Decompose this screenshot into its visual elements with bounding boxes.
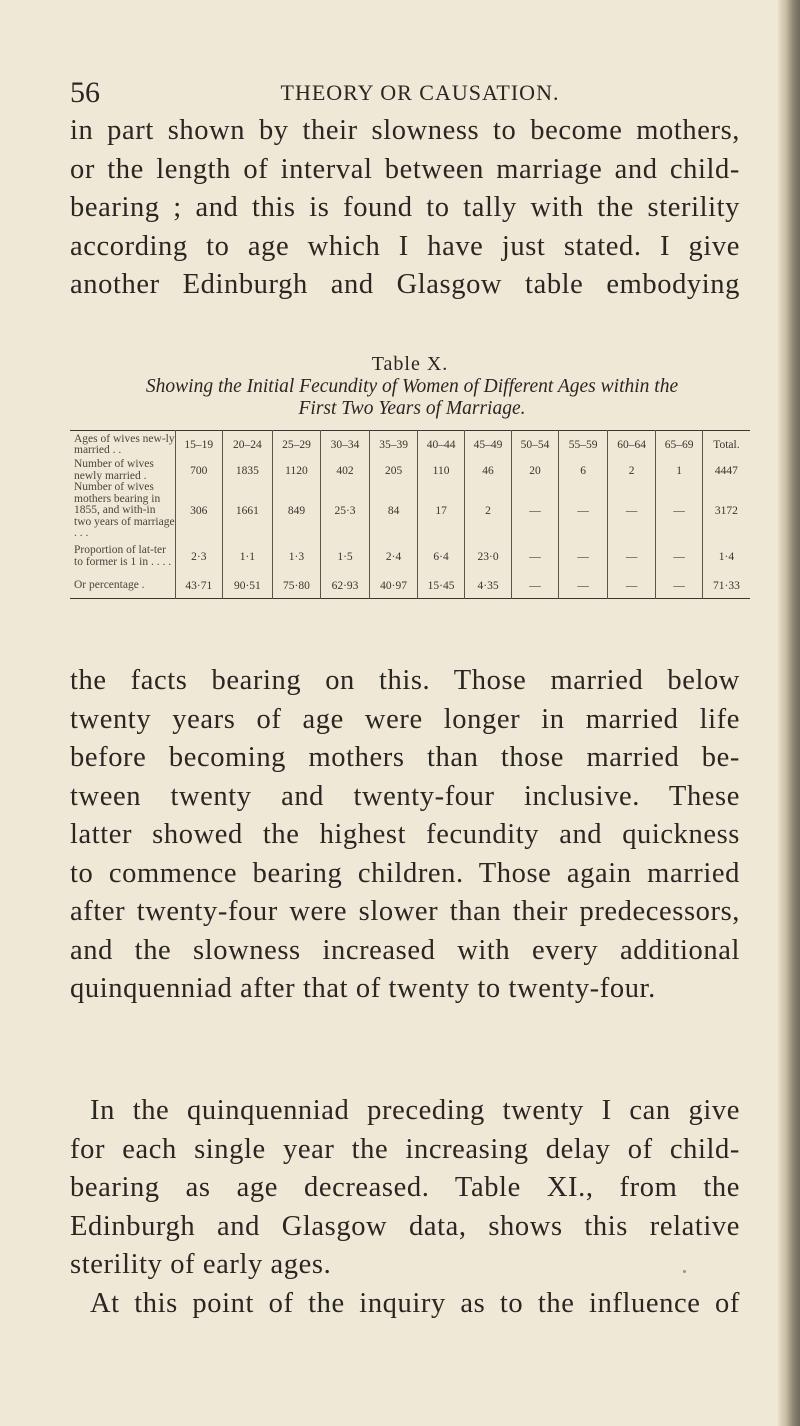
table-cell: 1661 xyxy=(222,482,273,540)
table-cell: 25·3 xyxy=(320,482,370,540)
table-cell: 17 xyxy=(417,482,465,540)
table-cell: 4447 xyxy=(702,459,750,482)
table-row xyxy=(70,459,750,482)
header-cell: 55–59 xyxy=(559,431,608,460)
header-cell: 25–29 xyxy=(273,431,321,460)
header-cell: 35–39 xyxy=(370,431,418,460)
text-line: quinquenniad after that of twenty to twenty-four. xyxy=(70,973,656,1004)
running-head: THEORY OR CAUSATION. xyxy=(280,80,560,105)
text-line: twenty years of age were longer in married life xyxy=(70,703,740,735)
text-line: another Edinburgh and Glasgow table embodying xyxy=(70,269,740,300)
paragraph-quinquenniad xyxy=(70,1092,740,1323)
table-cell: 1120 xyxy=(273,459,321,482)
header-cell: 65–69 xyxy=(656,431,702,460)
header-cell: 50–54 xyxy=(511,431,559,460)
text-line: before becoming mothers than those married be- xyxy=(70,742,740,773)
text-line: Edinburgh and Glasgow data, shows this relative xyxy=(70,1210,740,1242)
table-cell: — xyxy=(607,540,656,574)
table-cell: 62·93 xyxy=(320,574,370,599)
text-line: tween twenty and twenty-four inclusive. These xyxy=(70,780,740,812)
header-cell: 20–24 xyxy=(222,431,273,460)
table-cell: — xyxy=(656,540,702,574)
header-cell: 45–49 xyxy=(465,431,511,460)
header-cell: Total. xyxy=(702,431,750,460)
table-cell: — xyxy=(511,540,559,574)
table-cell: 205 xyxy=(370,459,418,482)
fecundity-table xyxy=(70,430,750,599)
table-cell: — xyxy=(511,482,559,540)
table-cell: 23·0 xyxy=(465,540,511,574)
table-cell: 43·71 xyxy=(176,574,222,599)
text-line: in part shown by their slowness to become mothers, xyxy=(70,115,740,146)
table-cell: 306 xyxy=(176,482,222,540)
table-cell: 90·51 xyxy=(222,574,273,599)
table-cell: — xyxy=(511,574,559,599)
table-cell: 46 xyxy=(465,459,511,482)
table-cell: 2·3 xyxy=(176,540,222,574)
table-cell: 1835 xyxy=(222,459,273,482)
table-cell: — xyxy=(607,574,656,599)
table-cell: 1·3 xyxy=(273,540,321,574)
table-cell: 1·1 xyxy=(222,540,273,574)
text-line: At this point of the inquiry as to the influence of xyxy=(90,1287,740,1319)
table-cell: 40·97 xyxy=(370,574,418,599)
table-row xyxy=(70,482,750,540)
caption-line: Showing the Initial Fecundity of Women of Different Ages within the xyxy=(145,376,679,397)
table-cell: 1·5 xyxy=(320,540,370,574)
text-line: bearing ; and this is found to tally with the sterility xyxy=(70,192,740,223)
table-cell: 84 xyxy=(370,482,418,540)
row-label: Number of wives newly married . xyxy=(74,458,154,482)
row-label: Or percentage . xyxy=(74,578,145,591)
table-label: Table X. xyxy=(371,353,449,375)
header-cell: 30–34 xyxy=(320,431,370,460)
table-cell: 2 xyxy=(465,482,511,540)
table-cell: 71·33 xyxy=(702,574,750,599)
header-cell: 15–19 xyxy=(176,431,222,460)
text-line: sterility of early ages. xyxy=(70,1249,332,1280)
text-line: according to age which I have just stated. I give xyxy=(70,230,740,262)
table-cell: — xyxy=(559,482,608,540)
table-cell: 1·4 xyxy=(702,540,750,574)
table-cell: 6·4 xyxy=(417,540,465,574)
table-cell: 700 xyxy=(176,459,222,482)
page-edge-shadow xyxy=(778,0,800,1426)
header-cell: Ages of wives new-ly married . . xyxy=(74,432,175,456)
table-cell: 4·35 xyxy=(465,574,511,599)
text-line: for each single year the increasing delay of child- xyxy=(70,1133,740,1165)
row-label: Proportion of lat-ter to former is 1 in . . . . xyxy=(74,544,172,568)
table-cell: — xyxy=(559,540,608,574)
header-cell: 60–64 xyxy=(607,431,656,460)
table-cell: 110 xyxy=(417,459,465,482)
table-row xyxy=(70,574,750,599)
header-cell: 40–44 xyxy=(417,431,465,460)
text-line: or the length of interval between marriage and child- xyxy=(70,153,740,185)
table-cell: 849 xyxy=(273,482,321,540)
table-row xyxy=(70,540,750,574)
table-cell: 2·4 xyxy=(370,540,418,574)
table-cell: 1 xyxy=(656,459,702,482)
table-cell: 15·45 xyxy=(417,574,465,599)
table-header-row xyxy=(70,431,750,460)
table-cell: 20 xyxy=(511,459,559,482)
table-cell: — xyxy=(656,574,702,599)
page-header xyxy=(70,76,770,112)
paragraph-intro xyxy=(70,112,740,305)
table-cell: 3172 xyxy=(702,482,750,540)
table-cell: 6 xyxy=(559,459,608,482)
table-caption xyxy=(72,376,752,420)
caption-line: First Two Years of Marriage. xyxy=(298,398,526,419)
text-line: and the slowness increased with every additional xyxy=(70,934,740,966)
text-line: latter showed the highest fecundity and quickness xyxy=(70,819,740,850)
text-line: to commence bearing children. Those again married xyxy=(70,857,740,889)
text-line: In the quinquenniad preceding twenty I can give xyxy=(90,1095,740,1126)
table-cell: — xyxy=(607,482,656,540)
text-line: after twenty-four were slower than their predecessors, xyxy=(70,896,740,927)
table-cell: 402 xyxy=(320,459,370,482)
page-speck xyxy=(683,1270,686,1273)
row-label: Number of wives mothers bearing in 1855, and with-in two years of marriage . . . xyxy=(74,481,175,539)
table-cell: — xyxy=(656,482,702,540)
page-number: 56 xyxy=(70,76,100,109)
text-line: bearing as age decreased. Table XI., from the xyxy=(70,1172,740,1203)
table-cell: 75·80 xyxy=(273,574,321,599)
paragraph-facts xyxy=(70,662,740,1009)
text-line: the facts bearing on this. Those married below xyxy=(70,665,740,696)
table-cell: — xyxy=(559,574,608,599)
table-cell: 2 xyxy=(607,459,656,482)
